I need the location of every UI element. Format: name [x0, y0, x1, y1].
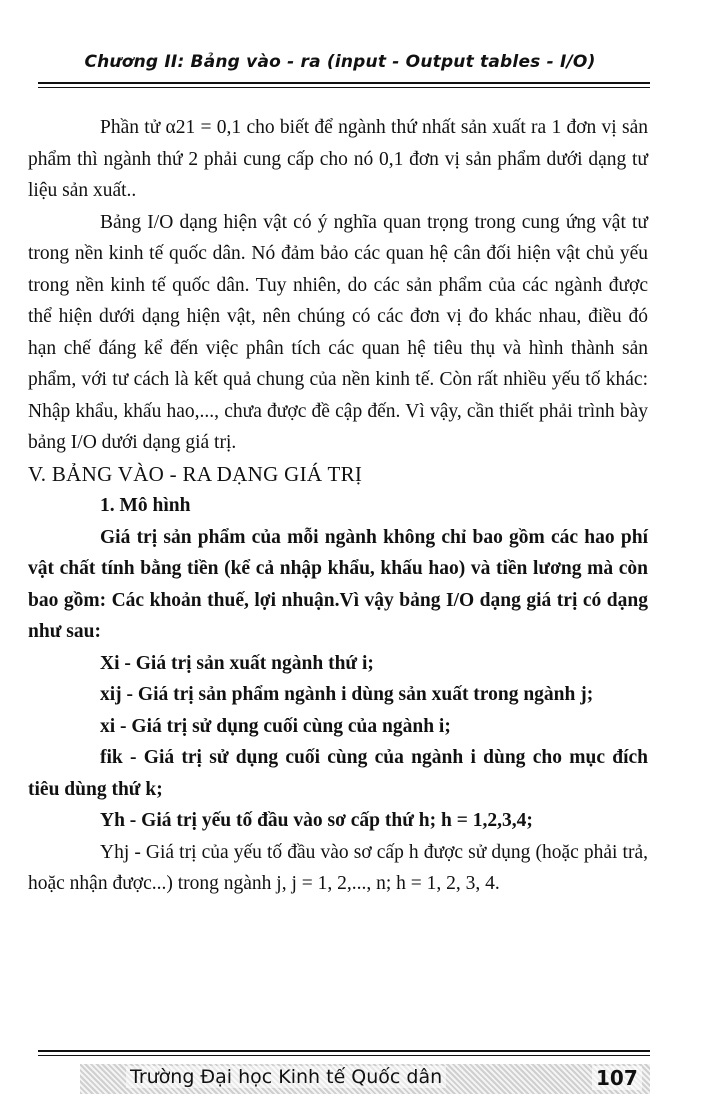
definition-fik: fik - Giá trị sử dụng cuối cùng của ngành i dùng cho mục đích tiêu dùng thứ k;	[28, 747, 648, 800]
definition-Xi: Xi - Giá trị sản xuất ngành thứ i;	[100, 652, 374, 674]
paragraph-alpha21: Phần tử α21 = 0,1 cho biết để ngành thứ nhất sản xuất ra 1 đơn vị sản phẩm thì ngành thứ 2 phải cung cấp cho nó 0,1 đơn vị sản phẩm dưới dạng tư liệu sản xuất..	[28, 117, 648, 201]
definition-xij: xij - Giá trị sản phẩm ngành i dùng sản xuất trong ngành j;	[100, 684, 594, 705]
section-title: V. BẢNG VÀO - RA DẠNG GIÁ TRỊ	[28, 461, 363, 486]
header-rule-thin	[38, 87, 650, 88]
definition-Yhj: Yhj - Giá trị của yếu tố đầu vào sơ cấp h được sử dụng (hoặc phải trả, hoặc nhận được...) trong ngành j, j = 1, 2,..., n; h = 1, 2, 3, 4.	[28, 841, 648, 894]
footer-rule-thin	[38, 1055, 650, 1056]
footer-institution: Trường Đại học Kinh tế Quốc dân	[126, 1066, 446, 1088]
subsection-title: 1. Mô hình	[100, 495, 191, 516]
page-number: 107	[592, 1066, 642, 1090]
header-rule	[38, 82, 650, 84]
definition-Yh: Yh - Giá trị yếu tố đầu vào sơ cấp thứ h; h = 1,2,3,4;	[100, 810, 533, 831]
paragraph-model: Giá trị sản phẩm của mỗi ngành không chỉ bao gồm các hao phí vật chất tính bằng tiền (kể cả nhập khẩu, khấu hao) và tiền lương mà còn bao gồm: Các khoản thuế, lợi nhuận.Vì vậy bảng I/O dạng giá trị có dạng như sau:	[28, 526, 648, 642]
running-header: Chương II: Bảng vào - ra (input - Output tables - I/O)	[84, 52, 596, 72]
footer-rule	[38, 1050, 650, 1052]
paragraph-physical-io: Bảng I/O dạng hiện vật có ý nghĩa quan trọng trong cung ứng vật tư trong nền kinh tế quốc dân. Nó đảm bảo các quan hệ cân đối hiện vật chủ yếu trong nền kinh tế quốc dân. Tuy nhiên, do các sản phẩm của các ngành được thể hiện dưới dạng hiện vật, nên chúng có các đơn vị đo khác nhau, điều đó hạn chế đáng kể đến việc phân tích các quan hệ tiêu thụ và hình thành sản phẩm, với tư cách là kết quả chung của nền kinh tế. Còn rất nhiều yếu tố khác: Nhập khẩu, khấu hao,..., chưa được đề cập đến. Vì vậy, cần thiết phải trình bày bảng I/O dưới dạng giá trị.	[28, 211, 648, 453]
page-body	[28, 112, 648, 900]
definition-xi: xi - Giá trị sử dụng cuối cùng của ngành i;	[100, 715, 451, 737]
